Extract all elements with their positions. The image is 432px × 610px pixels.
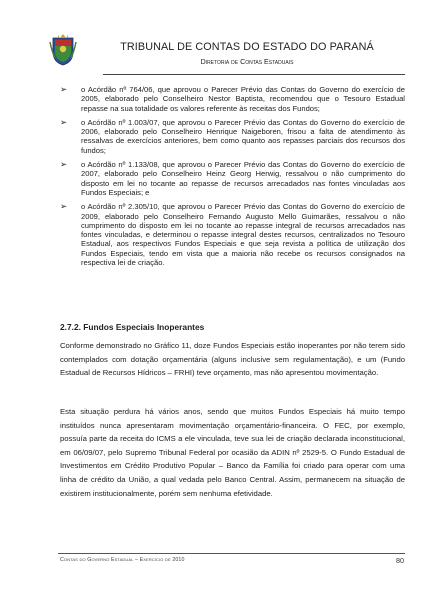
list-item-text: o Acórdão nº 764/06, que aprovou o Parecer Prévio das Contas do Governo do exercício de 2005, elaborado pelo Conselheiro Nestor Baptista, recomendou que o Tesouro Estadual repasse na sua totalidade os valores referente às receitas dos Fundos; (81, 85, 405, 113)
coat-of-arms-icon (49, 32, 77, 66)
header-divider (103, 74, 405, 75)
footer-caption: Contas do Governo Estadual – Exercício de 2010 (60, 557, 185, 563)
list-item-text: o Acórdão nº 1.133/08, que aprovou o Parecer Prévio das Contas do Governo do exercício de 2007, elaborado pelo Conselheiro Heinz Georg Herwig, ressalvou o não cumprimento do disposto em lei no tocante ao repasse de recursos arrecadados nas fontes vinculadas aos Fundos Especiais; e (81, 160, 405, 197)
arrow-bullet-icon: ➢ (60, 116, 68, 127)
footer-divider (58, 553, 405, 554)
page-number: 80 (396, 556, 404, 565)
arrow-bullet-icon: ➢ (60, 159, 68, 170)
department-subtitle: Diretoria de Contas Estaduais (200, 58, 294, 66)
body-paragraph: Esta situação perdura há vários anos, sendo que muitos Fundos Especiais há muito tempo instituídos nunca apresentaram movimentação orçamentário-financeira. O FEC, por exemplo, possuía parte da receita do ICMS a ele vinculada, teve sua lei de criação declarada inconstitucional, em 06/09/07, pelo Supremo Tribunal Federal por ocasião da ADIN nº 2529-5. O Fundo Estadual de Investimentos em Crédito Produtivo Popular – Banco da Família foi criado para operar com uma linha de crédito da União, a qual vedada pelo Banco Central. Assim, permanecem na situação de existirem institucionalmente, porém sem nenhuma efetividade. (60, 407, 405, 498)
list-item (60, 85, 405, 113)
list-item (60, 118, 405, 155)
arrow-bullet-icon: ➢ (60, 84, 68, 94)
institution-title: TRIBUNAL DE CONTAS DO ESTADO DO PARANÁ (120, 41, 374, 53)
acordaos-list (60, 85, 405, 272)
page-header (45, 30, 405, 75)
list-item (60, 202, 405, 267)
body-paragraph: Conforme demonstrado no Gráfico 11, doze Fundos Especiais estão inoperantes por não terem sido contemplados com dotação orçamentária (alguns inclusive sem regulamentação), e um (Fundo Estadual de Recursos Hídricos – FRHI) teve orçamento, mas não apresentou movimentação. (60, 341, 405, 378)
list-item (60, 160, 405, 197)
list-item-text: o Acórdão nº 1.003/07, que aprovou o Parecer Prévio das Contas do Governo do exercício de 2006, elaborado pelo Conselheiro Henrique Naigeboren, frisou a falta de atendimento às ressalvas de exercícios anteriores, bem como quanto aos repasses parciais dos recursos dos fundos; (81, 117, 405, 155)
section-heading: 2.7.2. Fundos Especiais Inoperantes (60, 322, 205, 332)
list-item-text: o Acórdão nº 2.305/10, que aprovou o Parecer Prévio das Contas do Governo do exercício de 2009, elaborado pelo Conselheiro Fernando Augusto Mello Guimarães, ressalvou o não cumprimento do disposto em lei no tocante ao repasse integral de recursos arrecadados nas fontes vinculadas, e determinou o repasse integral destes recursos, centralizados no Tesouro Estadual, aos respectivos Fundos Especiais e que seja revista a política de utilização dos Fundos Especiais, tendo em vista que a maioria não recebe os recursos consignados na respectiva lei de criação. (81, 202, 405, 268)
arrow-bullet-icon: ➢ (60, 201, 68, 212)
